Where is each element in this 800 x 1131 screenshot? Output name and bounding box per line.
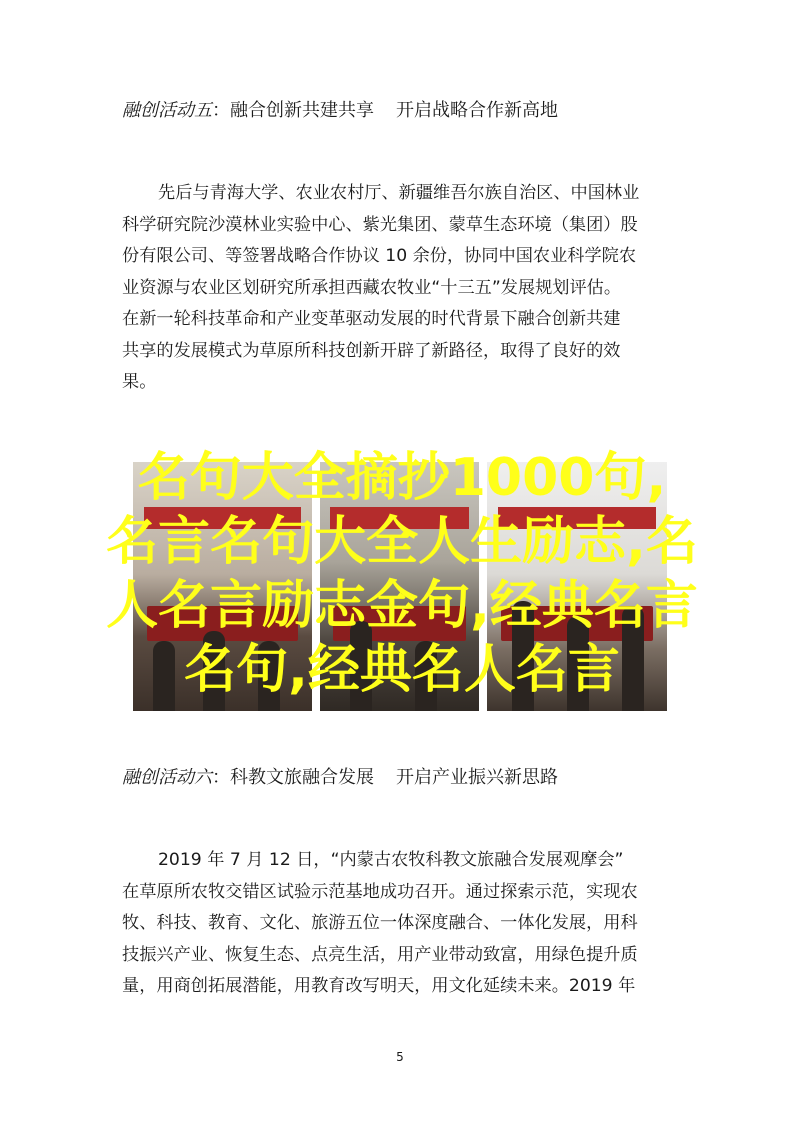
section-heading-6: [122, 766, 558, 790]
paragraph-line: 份有限公司、等签署战略合作协议 10 余份，协同中国农业科学院农: [122, 246, 637, 266]
photo-strip: [133, 462, 667, 711]
photo-person: [567, 616, 589, 711]
section-paragraph-6: [122, 845, 688, 1003]
page-number: 5: [396, 1050, 404, 1064]
photo-person: [622, 606, 644, 711]
heading-colon: ：: [212, 100, 230, 121]
paragraph-line: 果。: [122, 372, 157, 392]
meeting-photo-3: [487, 462, 667, 711]
paragraph-line: 牧、科技、教育、文化、旅游五位一体深度融合、一体化发展，用科: [122, 913, 638, 933]
section-label: 融创活动六: [122, 767, 212, 788]
section-heading-5: [122, 99, 558, 123]
paragraph-line: 技振兴产业、恢复生态、点亮生活，用产业带动致富，用绿色提升质: [122, 944, 638, 965]
paragraph-line: 科学研究院沙漠林业实验中心、紫光集团、蒙草生态环境（集团）股: [122, 214, 638, 235]
paragraph-line: 共享的发展模式为草原所科技创新开辟了新路径，取得了良好的效: [122, 340, 621, 361]
heading-title-part-b: 开启产业振兴新思路: [396, 767, 558, 788]
overlay-line: 人名言励志金句,经典名言: [106, 576, 698, 636]
photo-person: [258, 641, 280, 711]
meeting-photo-1: [133, 462, 312, 711]
paragraph-line: 2019 年 7 月 12 日，“内蒙古农牧科教文旅融合发展观摩会”: [158, 850, 624, 870]
heading-title-part-b: 开启战略合作新高地: [396, 100, 558, 121]
photo-banner: [144, 507, 302, 529]
paragraph-line: 在新一轮科技革命和产业变革驱动发展的时代背景下融合创新共建: [122, 309, 621, 329]
paragraph-line: 量，用商创拓展潜能，用教育改写明天，用文化延续未来。2019 年: [122, 976, 636, 996]
paragraph-line: 在草原所农牧交错区试验示范基地成功召开。通过探索示范，实现农: [122, 881, 638, 902]
photo-person: [350, 621, 372, 711]
photo-person: [415, 641, 437, 711]
overlay-line: 名言名句大全人生励志,名: [106, 512, 698, 572]
paragraph-line: 先后与青海大学、农业农村厅、新疆维吾尔族自治区、中国林业: [158, 183, 640, 203]
section-paragraph-5: [122, 178, 688, 399]
photo-person: [203, 631, 225, 711]
photo-banner: [330, 507, 470, 529]
heading-title-part-a: 融合创新共建共享: [230, 100, 374, 121]
overlay-line: 名句大全摘抄1000句,: [137, 448, 667, 508]
meeting-photo-2: [320, 462, 479, 711]
photo-person: [512, 601, 534, 711]
paragraph-line: 业资源与农业区划研究所承担西藏农牧业“十三五”发展规划评估。: [122, 277, 622, 298]
heading-colon: ：: [212, 767, 230, 788]
photo-banner: [498, 507, 656, 529]
photo-person: [153, 641, 175, 711]
heading-title-part-a: 科教文旅融合发展: [230, 767, 374, 788]
overlay-line: 名句,经典名人名言: [184, 640, 620, 700]
section-label: 融创活动五: [122, 100, 212, 121]
